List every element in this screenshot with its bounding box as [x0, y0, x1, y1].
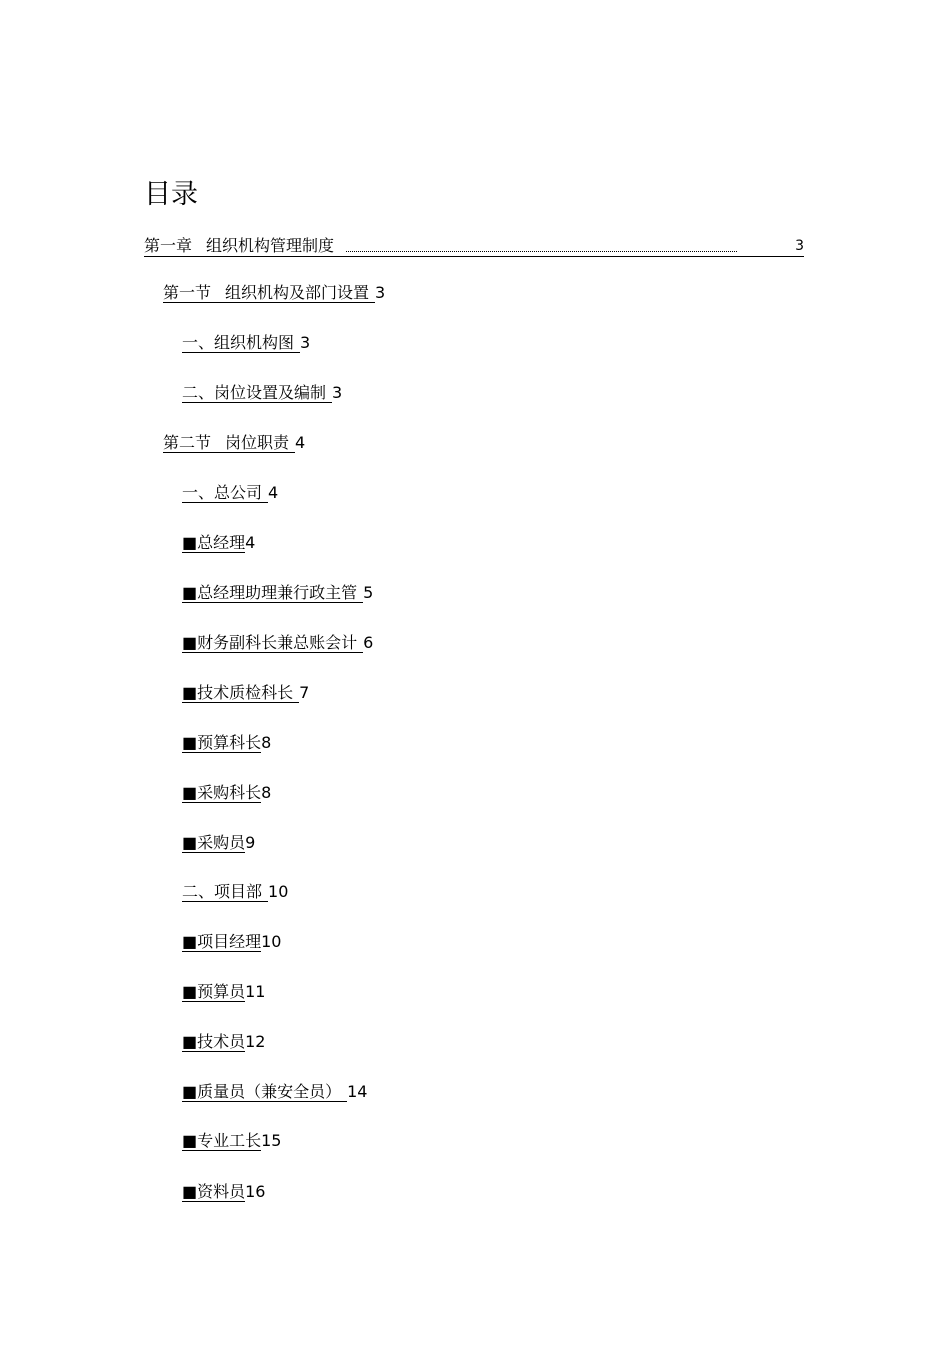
toc-entry-page: 15 — [261, 1131, 282, 1150]
toc-entry-page: 9 — [245, 833, 256, 852]
toc-entry[interactable] — [182, 1181, 265, 1203]
section-title: 岗位职责 — [225, 433, 290, 452]
toc-entry-label: ■预算员 — [182, 982, 246, 1001]
toc-entry[interactable] — [182, 732, 271, 754]
toc-entry-page: 3 — [300, 333, 311, 352]
toc-entry[interactable] — [182, 1031, 265, 1053]
toc-title: 目录 — [144, 179, 198, 210]
toc-entry-label: ■总经理 — [182, 533, 246, 552]
toc-section-1[interactable] — [163, 282, 385, 304]
toc-entry[interactable] — [182, 881, 288, 903]
toc-entry[interactable] — [182, 482, 278, 504]
toc-entry-page: 5 — [363, 583, 374, 602]
toc-entry-label: ■财务副科长兼总账会计 — [182, 633, 363, 653]
toc-entry-page: 11 — [245, 982, 266, 1001]
toc-entry-page: 8 — [261, 783, 272, 802]
chapter-page-number: 3 — [795, 238, 804, 254]
toc-entry-page: 4 — [268, 483, 279, 502]
toc-entry[interactable] — [182, 782, 271, 804]
toc-entry[interactable] — [182, 1130, 281, 1152]
toc-entry-label: ■项目经理 — [182, 932, 262, 951]
toc-entry-label: ■采购员 — [182, 833, 246, 852]
toc-entry-page: 12 — [245, 1032, 266, 1051]
toc-entry-page: 4 — [295, 433, 306, 452]
toc-chapter-1[interactable] — [144, 232, 804, 257]
toc-entry[interactable] — [182, 532, 255, 554]
toc-entry-page: 6 — [363, 633, 374, 652]
toc-entry-label: 二、岗位设置及编制 — [182, 383, 332, 403]
toc-entry[interactable] — [182, 832, 255, 854]
section-number: 第二节 — [163, 433, 212, 452]
section-number: 第一节 — [163, 283, 212, 302]
toc-entry-label: ■采购科长 — [182, 783, 262, 802]
toc-entry-label — [163, 283, 375, 303]
toc-entry-label: ■总经理助理兼行政主管 — [182, 583, 363, 603]
toc-entry-label: ■技术员 — [182, 1032, 246, 1051]
toc-entry[interactable] — [182, 332, 310, 354]
toc-section-2[interactable] — [163, 432, 305, 454]
toc-entry-label: 一、总公司 — [182, 483, 268, 503]
toc-entry-page: 4 — [245, 533, 256, 552]
toc-entry-page: 16 — [245, 1182, 266, 1201]
toc-entry-label: ■专业工长 — [182, 1131, 262, 1150]
section-title: 组织机构及部门设置 — [225, 283, 370, 302]
toc-entry-label: ■预算科长 — [182, 733, 262, 752]
toc-entry-label: ■技术质检科长 — [182, 683, 299, 703]
toc-entry-label: 二、项目部 — [182, 882, 268, 902]
toc-entry-page: 10 — [261, 932, 282, 951]
toc-entry[interactable] — [182, 1081, 367, 1103]
chapter-number: 第一章 — [144, 236, 193, 255]
toc-entry-label: ■质量员（兼安全员） — [182, 1082, 347, 1102]
chapter-title: 组织机构管理制度 — [206, 236, 335, 255]
toc-entry[interactable] — [182, 981, 265, 1003]
toc-entry-page: 3 — [332, 383, 343, 402]
toc-entry[interactable] — [182, 682, 309, 704]
toc-entry[interactable] — [182, 382, 342, 404]
dot-leader — [346, 250, 737, 252]
toc-entry-page: 14 — [347, 1082, 368, 1101]
toc-entry[interactable] — [182, 632, 373, 654]
toc-entry[interactable] — [182, 582, 373, 604]
toc-entry-page: 10 — [268, 882, 289, 901]
toc-entry[interactable] — [182, 931, 281, 953]
toc-entry-label: ■资料员 — [182, 1182, 246, 1201]
toc-entry-label — [163, 433, 295, 453]
toc-entry-page: 8 — [261, 733, 272, 752]
toc-entry-page: 7 — [299, 683, 310, 702]
toc-entry-label: 一、组织机构图 — [182, 333, 300, 353]
toc-entry-page: 3 — [375, 283, 386, 302]
